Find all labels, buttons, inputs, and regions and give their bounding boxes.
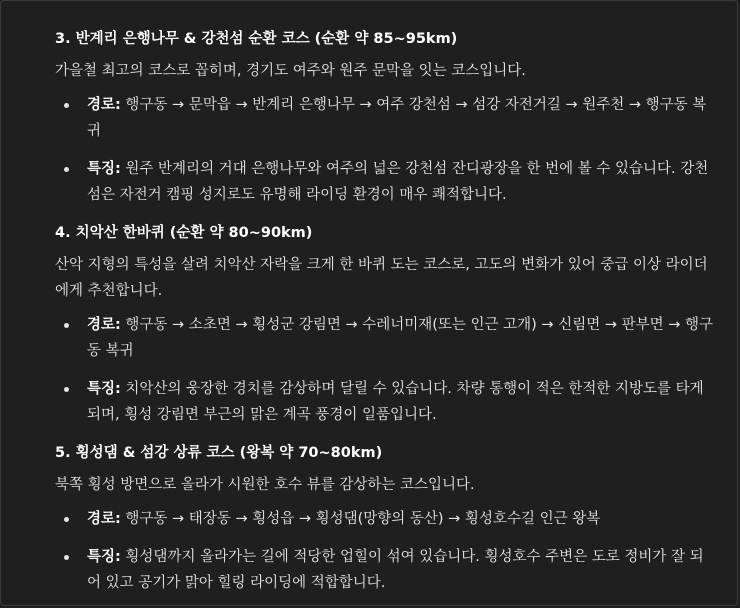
course-section-4 bbox=[55, 220, 715, 428]
item-label: 경로: bbox=[87, 511, 121, 527]
item-label: 경로: bbox=[87, 97, 121, 113]
item-text: 행구동 → 소초면 → 횡성군 강림면 → 수레너미재(또는 인근 고개) → 신림면 → 판부면 → 행구동 복귀 bbox=[87, 317, 713, 359]
list-item-feature bbox=[55, 544, 715, 596]
item-label: 특징: bbox=[87, 161, 121, 177]
list-item-feature bbox=[55, 156, 715, 208]
document-body bbox=[55, 26, 715, 608]
list-item-route bbox=[55, 92, 715, 144]
bullet-icon bbox=[64, 103, 69, 108]
item-text: 원주 반계리의 거대 은행나무와 여주의 넓은 강천섬 잔디광장을 한 번에 볼 수 있습니다. 강천섬은 자전거 캠핑 성지로도 유명해 라이딩 환경이 매우 쾌적합니다. bbox=[87, 161, 709, 203]
course-section-3 bbox=[55, 26, 715, 208]
bullet-icon bbox=[64, 555, 69, 560]
section-heading: 4. 치악산 한바퀴 (순환 약 80~90km) bbox=[55, 225, 313, 241]
bullet-list bbox=[55, 506, 715, 596]
course-section-5 bbox=[55, 440, 715, 596]
list-item-route bbox=[55, 312, 715, 364]
bullet-icon bbox=[64, 167, 69, 172]
bullet-list bbox=[55, 92, 715, 208]
bullet-icon bbox=[64, 323, 69, 328]
list-item-feature bbox=[55, 376, 715, 428]
bullet-icon bbox=[64, 387, 69, 392]
item-text: 행구동 → 태장동 → 횡성읍 → 횡성댐(망향의 동산) → 횡성호수길 인근 왕복 bbox=[120, 511, 601, 527]
item-label: 특징: bbox=[87, 549, 121, 565]
section-intro: 가을철 최고의 코스로 꼽히며, 경기도 여주와 원주 문막을 잇는 코스입니다. bbox=[55, 63, 526, 79]
item-text: 치악산의 웅장한 경치를 감상하며 달릴 수 있습니다. 차량 통행이 적은 한적한 지방도를 타게 되며, 횡성 강림면 부근의 맑은 계곡 풍경이 일품입니다. bbox=[87, 381, 704, 423]
item-label: 경로: bbox=[87, 317, 121, 333]
item-text: 행구동 → 문막읍 → 반계리 은행나무 → 여주 강천섬 → 섬강 자전거길 → 원주천 → 행구동 복귀 bbox=[87, 97, 707, 139]
section-heading: 5. 횡성댐 & 섬강 상류 코스 (왕복 약 70~80km) bbox=[55, 445, 383, 461]
section-intro: 북쪽 횡성 방면으로 올라가 시원한 호수 뷰를 감상하는 코스입니다. bbox=[55, 477, 475, 493]
bullet-list bbox=[55, 312, 715, 428]
section-heading: 3. 반계리 은행나무 & 강천섬 순환 코스 (순환 약 85~95km) bbox=[55, 31, 458, 47]
item-label: 특징: bbox=[87, 381, 121, 397]
item-text: 횡성댐까지 올라가는 길에 적당한 업힐이 섞여 있습니다. 횡성호수 주변은 도로 정비가 잘 되어 있고 공기가 맑아 힐링 라이딩에 적합합니다. bbox=[87, 549, 704, 591]
bullet-icon bbox=[64, 517, 69, 522]
list-item-route bbox=[55, 506, 715, 532]
section-intro: 산악 지형의 특성을 살려 치악산 자락을 크게 한 바퀴 도는 코스로, 고도의 변화가 있어 중급 이상 라이더에게 추천합니다. bbox=[55, 257, 708, 299]
